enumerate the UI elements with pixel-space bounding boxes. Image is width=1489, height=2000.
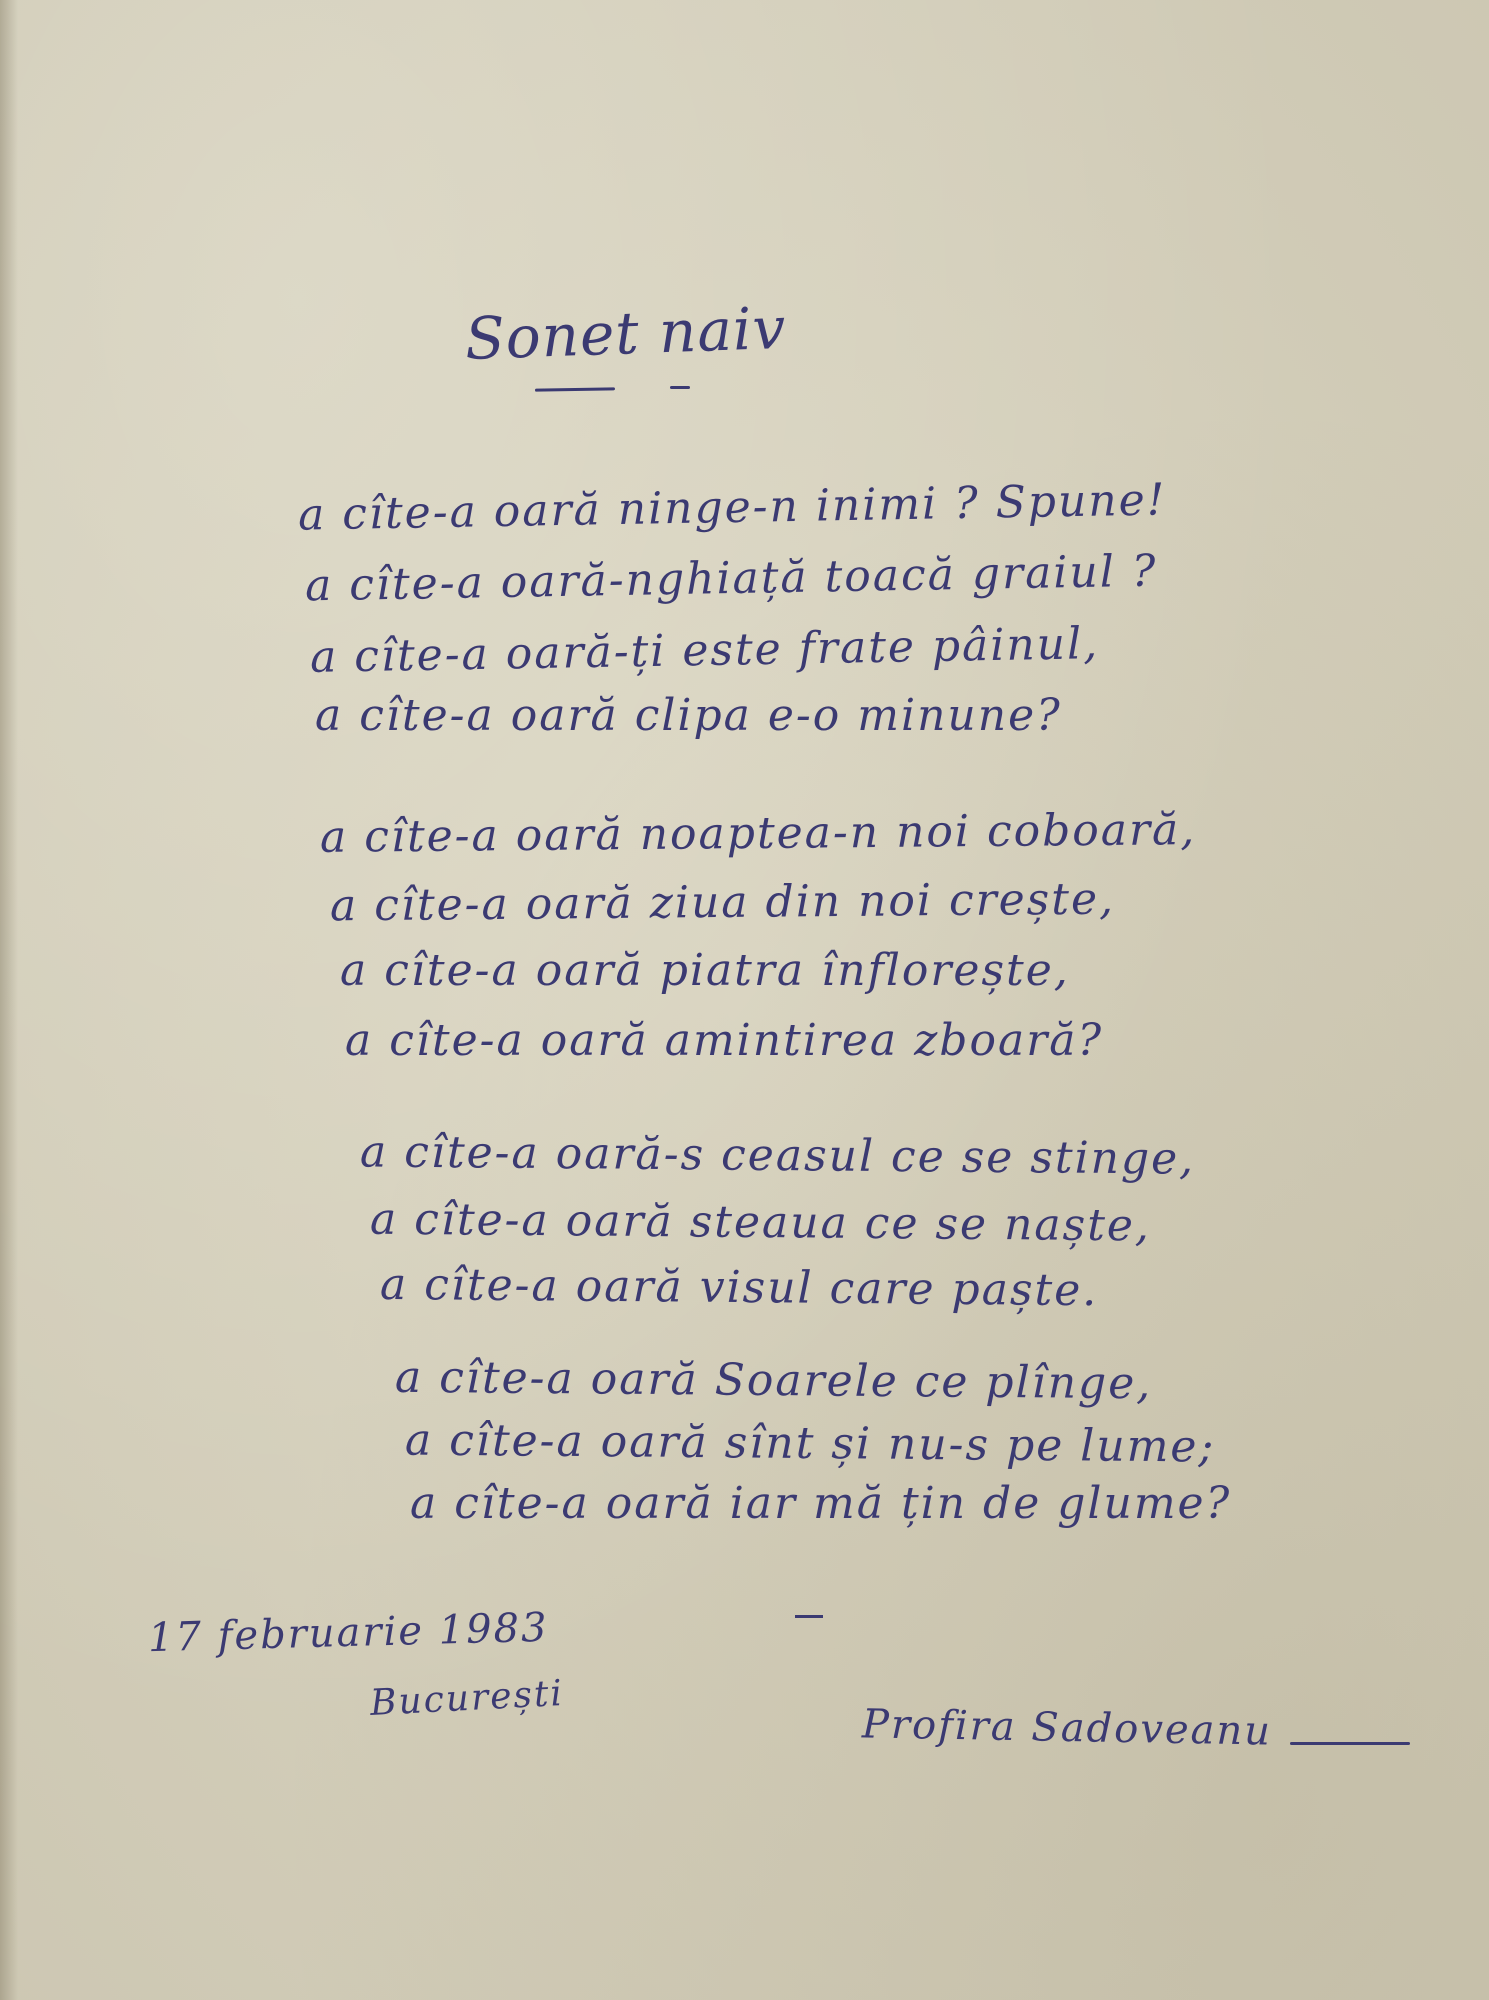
poem-line: a cîte-a oară-ți este frate pâinul,	[309, 618, 1100, 683]
title-underline-mark	[670, 386, 690, 389]
poem-line: a cîte-a oară amintirea zboară?	[345, 1015, 1104, 1066]
poem-line: a cîte-a oară iar mă țin de glume?	[410, 1478, 1232, 1529]
poem-line: a cîte-a oară steaua ce se naște,	[369, 1193, 1152, 1252]
poem-line: a cîte-a oară clipa e-o minune?	[315, 690, 1062, 741]
poem-line: a cîte-a oară noaptea-n noi coboară,	[319, 804, 1197, 863]
paper-edge-shadow	[0, 0, 18, 2000]
poem-line: a cîte-a oară ninge-n inimi ? Spune!	[297, 474, 1167, 541]
poem-line: a cîte-a oară-s ceasul ce se stinge,	[359, 1126, 1196, 1185]
poem-line: a cîte-a oară Soarele ce plînge,	[394, 1351, 1153, 1410]
title-underline	[535, 387, 615, 391]
poem-title: Sonet naiv	[463, 293, 788, 373]
date-line: 17 februarie 1983	[147, 1604, 550, 1662]
signature-flourish	[1290, 1742, 1410, 1745]
poem-line: a cîte-a oară visul care paște.	[379, 1258, 1099, 1317]
poem-line: a cîte-a oară-nghiață toacă graiul ?	[304, 545, 1158, 612]
poem-line: a cîte-a oară sînt și nu-s pe lume;	[404, 1414, 1216, 1473]
place-line: București	[369, 1672, 565, 1725]
poem-line: a cîte-a oară ziua din noi crește,	[329, 873, 1116, 932]
poem-line: a cîte-a oară piatra înflorește,	[340, 945, 1070, 996]
signature: Profira Sadoveanu	[861, 1701, 1273, 1755]
separator-dash	[795, 1615, 823, 1618]
